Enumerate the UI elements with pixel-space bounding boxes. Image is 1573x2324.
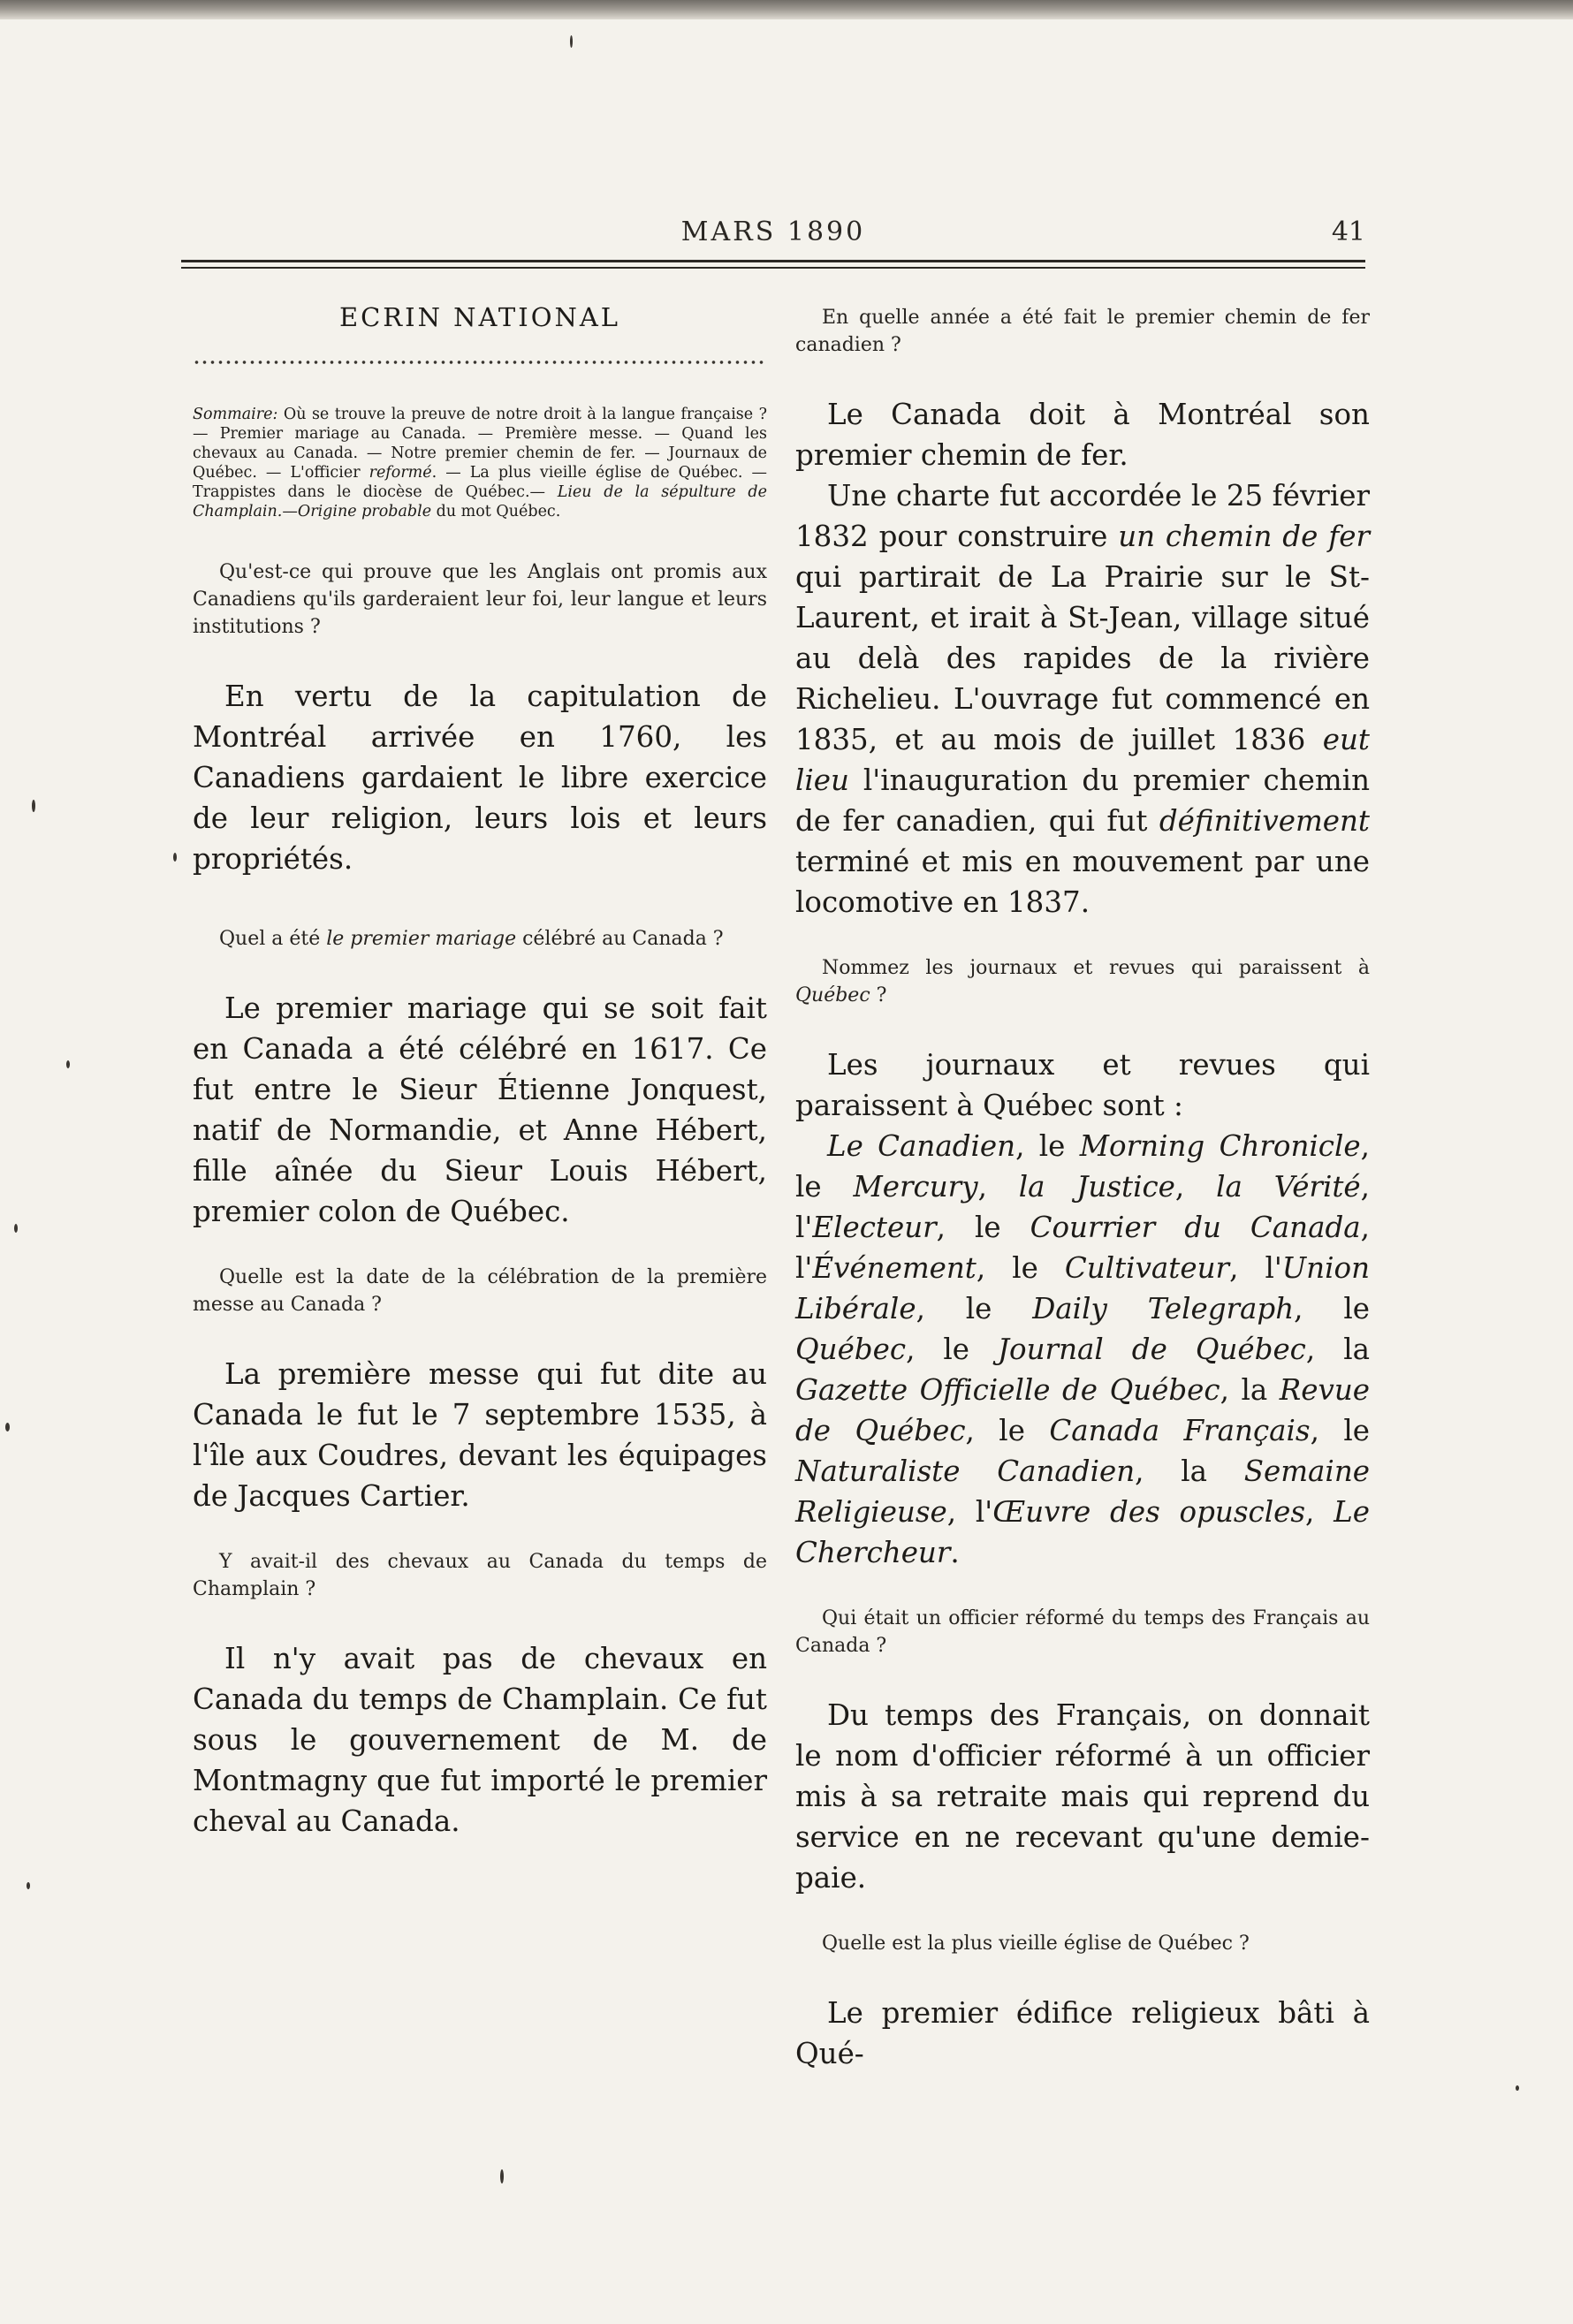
answer-8: Le premier édifice religieux bâti à Qué- bbox=[795, 1996, 1370, 2070]
list-separator: , l' bbox=[1229, 1251, 1282, 1285]
journal-title: Electeur bbox=[812, 1211, 937, 1244]
journal-title: Canada Français bbox=[1049, 1414, 1311, 1447]
journal-title: Naturaliste Canadien bbox=[795, 1454, 1136, 1488]
list-separator: , le bbox=[1015, 1129, 1080, 1163]
question-5: En quelle année a été fait le premier chemin de fer canadien ? bbox=[795, 307, 1370, 356]
scan-edge bbox=[0, 0, 1573, 19]
question-2-text: Quel a été bbox=[219, 928, 327, 950]
journal-title: Mercury bbox=[853, 1170, 978, 1204]
scan-speck bbox=[66, 1060, 70, 1068]
journal-title: Daily Telegraph bbox=[1032, 1292, 1295, 1325]
journal-title: la Vérité bbox=[1216, 1170, 1361, 1204]
journal-title: Québec bbox=[795, 1333, 907, 1366]
answer-1: En vertu de la capitulation de Montréal arrivée en 1760, les Canadiens gardaient le libre exercice de leur religion, leurs lois et leurs propriétés. bbox=[193, 680, 767, 876]
answer-6-list bbox=[795, 1126, 1370, 1573]
answer-5-paragraph-2 bbox=[795, 475, 1370, 923]
answer-5-text-3: l'inauguration du premier chemin de fer canadien, qui fut bbox=[795, 763, 1370, 838]
question-6-text: Nommez les journaux et revues qui paraissent à bbox=[822, 957, 1370, 979]
list-separator: , le bbox=[965, 1414, 1050, 1447]
list-separator: , le bbox=[1294, 1292, 1370, 1325]
scan-speck bbox=[14, 1224, 18, 1233]
journal-title: Gazette Officielle de Québec bbox=[795, 1373, 1220, 1407]
list-separator: , l' bbox=[946, 1495, 993, 1529]
header-rule-thin bbox=[181, 267, 1365, 269]
journal-title: Cultivateur bbox=[1064, 1251, 1230, 1285]
section-heading: ECRIN NATIONAL bbox=[338, 302, 621, 332]
journal-title: Le Chercheur bbox=[795, 1495, 1370, 1569]
journal-title: Œuvre des opuscles bbox=[992, 1495, 1306, 1529]
scan-speck bbox=[570, 35, 573, 48]
answer-6-intro: Les journaux et revues qui paraissent à Québec sont : bbox=[795, 1048, 1370, 1122]
journal-title: Journal de Québec bbox=[998, 1333, 1306, 1366]
list-separator: . bbox=[950, 1536, 960, 1569]
summary-italic-3: Origine probable bbox=[297, 503, 432, 520]
header-date: MARS 1890 bbox=[680, 216, 866, 247]
question-8: Quelle est la plus vieille église de Québec ? bbox=[822, 1933, 1250, 1955]
answer-5-text-2: qui partirait de La Prairie sur le St-Laurent, et irait à St-Jean, village situé au delà des rapides de la rivière Richelieu. L'ouvrage fut commencé en 1835, et au mois de juillet 1836 bbox=[795, 560, 1370, 756]
question-1: Qu'est-ce qui prouve que les Anglais ont promis aux Canadiens qu'ils garderaient leur foi, leur langue et leurs institutions ? bbox=[193, 561, 767, 638]
header-rule-thick bbox=[181, 260, 1365, 262]
question-2-italic: le premier mariage bbox=[326, 928, 517, 950]
question-6-italic: Québec bbox=[795, 984, 870, 1006]
answer-5-text: Une charte fut accordée le 25 février 1832 pour construire bbox=[795, 479, 1370, 553]
list-separator: , le bbox=[906, 1333, 999, 1366]
answer-5-italic-2: eut lieu bbox=[795, 723, 1370, 797]
summary-text: Où se trouve la preuve de notre droit à la langue française ? — Premier mariage au Canada. — Première messe. — Quand les chevaux au Canada. — Notre premier chemin de fer. — Journaux de Québec. — L'officier bbox=[193, 406, 767, 482]
left-column bbox=[193, 292, 767, 1873]
journal-title: Morning Chronicle bbox=[1079, 1129, 1361, 1163]
journal-title: Événement bbox=[812, 1251, 976, 1285]
list-separator: , le bbox=[916, 1292, 1033, 1325]
list-separator: , la bbox=[1135, 1454, 1244, 1488]
question-6 bbox=[795, 954, 1370, 1009]
list-separator: , le bbox=[976, 1251, 1065, 1285]
summary-italic-2: Lieu de la sépulture de Champlain. bbox=[193, 483, 767, 520]
answer-3: La première messe qui fut dite au Canada le fut le 7 septembre 1535, à l'île aux Coudres, devant les équipages de Jacques Cartier. bbox=[193, 1357, 767, 1513]
journal-title: la Justice bbox=[1018, 1170, 1175, 1204]
list-separator: , l' bbox=[795, 1211, 1370, 1285]
journal-title: Courrier du Canada bbox=[1030, 1211, 1361, 1244]
answer-5-italic: un chemin de fer bbox=[1118, 520, 1370, 553]
question-4: Y avait-il des chevaux au Canada du temps de Champlain ? bbox=[193, 1551, 767, 1600]
list-separator: , bbox=[977, 1170, 1019, 1204]
answer-7: Du temps des Français, on donnait le nom d'officier réformé à un officier mis à sa retraite mais qui reprend du service en ne recevant qu'une demie-paie. bbox=[795, 1698, 1370, 1895]
question-2-text-2: célébré au Canada ? bbox=[516, 928, 724, 950]
page-number: 41 bbox=[1331, 216, 1365, 247]
list-separator: , le bbox=[936, 1211, 1030, 1244]
answer-5-paragraph-1: Le Canada doit à Montréal son premier chemin de fer. bbox=[795, 398, 1370, 472]
answer-5-italic-3: définitivement bbox=[1159, 804, 1370, 838]
summary-text-4: du mot Québec. bbox=[431, 503, 561, 520]
list-separator: , le bbox=[1310, 1414, 1370, 1447]
scan-speck bbox=[5, 1423, 10, 1432]
summary-lead: Sommaire: bbox=[193, 406, 278, 423]
list-separator: , la bbox=[1220, 1373, 1280, 1407]
dotted-divider bbox=[193, 359, 767, 366]
journal-title: Union Libérale bbox=[795, 1251, 1370, 1325]
answer-5-text-4: terminé et mis en mouvement par une locomotive en 1837. bbox=[795, 845, 1370, 919]
question-6-text-2: ? bbox=[870, 984, 887, 1006]
answer-2: Le premier mariage qui se soit fait en Canada a été célébré en 1617. Ce fut entre le Sieur Étienne Jonquest, natif de Normandie, et Anne Hébert, fille aînée du Sieur Louis Hébert, premier colon de Québec. bbox=[193, 991, 767, 1228]
scan-speck bbox=[32, 800, 35, 812]
answer-4: Il n'y avait pas de chevaux en Canada du temps de Champlain. Ce fut sous le gouvernement de M. de Montmagny que fut importé le premier cheval au Canada. bbox=[193, 1642, 767, 1838]
question-2 bbox=[193, 925, 767, 953]
right-column bbox=[795, 292, 1370, 2106]
scan-speck bbox=[27, 1882, 30, 1889]
list-separator: , la bbox=[1305, 1333, 1370, 1366]
summary-text-2: . — La plus vieille église de Québec. — Trappistes dans le diocèse de Québec.— bbox=[193, 464, 768, 501]
list-separator: , bbox=[1174, 1170, 1217, 1204]
scan-speck bbox=[500, 2169, 504, 2183]
summary-text-3: — bbox=[282, 503, 298, 520]
list-separator: , le bbox=[795, 1129, 1370, 1204]
question-3: Quelle est la date de la célébration de la première messe au Canada ? bbox=[193, 1266, 767, 1316]
question-7: Qui était un officier réformé du temps des Français au Canada ? bbox=[795, 1607, 1370, 1657]
summary bbox=[193, 405, 767, 521]
scan-speck bbox=[173, 853, 177, 862]
journal-title: Le Canadien bbox=[827, 1129, 1016, 1163]
list-separator: , bbox=[1305, 1495, 1334, 1529]
journal-title: Revue de Québec bbox=[795, 1373, 1371, 1447]
scan-speck bbox=[1516, 2085, 1519, 2091]
summary-italic: reformé bbox=[369, 464, 432, 482]
list-separator: , l' bbox=[795, 1170, 1370, 1244]
journal-title: Semaine Religieuse bbox=[795, 1454, 1370, 1529]
